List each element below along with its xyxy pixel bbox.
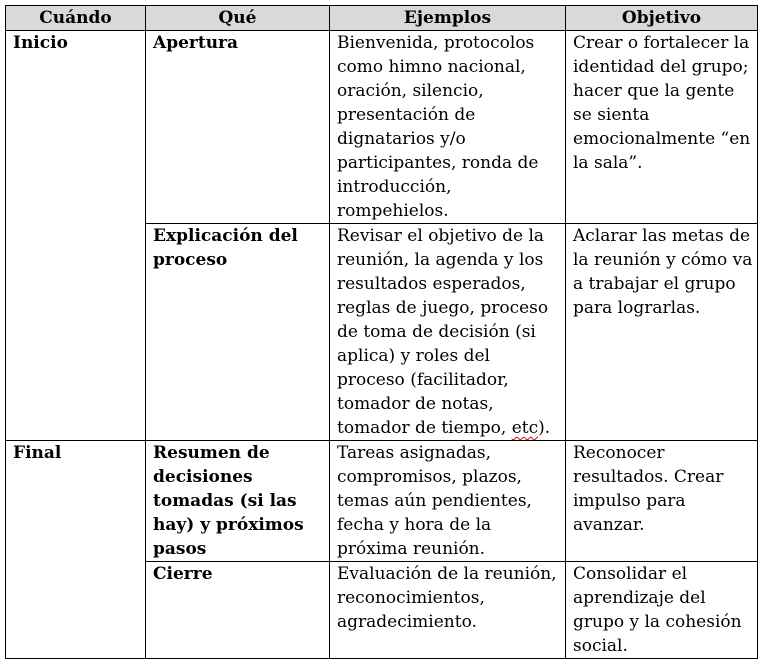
header-row	[6, 6, 758, 31]
table-row	[6, 441, 758, 562]
examples-cell	[330, 224, 566, 441]
header-cuando: Cuándo	[6, 6, 146, 31]
examples-cell: Bienvenida, protocolos como himno nacional, oración, silencio, presentación de dignatarios y/o participantes, ronda de introducción, rompehielos.	[330, 31, 566, 224]
examples-text-end: ).	[538, 418, 551, 438]
when-cell-inicio: Inicio	[6, 31, 146, 441]
examples-cell: Tareas asignadas, compromisos, plazos, temas aún pendientes, fecha y hora de la próxima reunión.	[330, 441, 566, 562]
header-que: Qué	[146, 6, 330, 31]
objective-cell: Consolidar el aprendizaje del grupo y la cohesión social.	[566, 562, 758, 659]
what-cell: Explicación del proceso	[146, 224, 330, 441]
table-row	[6, 31, 758, 224]
objective-cell: Crear o fortalecer la identidad del grupo; hacer que la gente se sienta emocionalmente “en la sala”.	[566, 31, 758, 224]
what-cell: Resumen de decisiones tomadas (si las hay) y próximos pasos	[146, 441, 330, 562]
objective-cell: Reconocer resultados. Crear impulso para avanzar.	[566, 441, 758, 562]
what-cell: Cierre	[146, 562, 330, 659]
when-cell-final: Final	[6, 441, 146, 659]
what-cell: Apertura	[146, 31, 330, 224]
examples-text: Revisar el objetivo de la reunión, la agenda y los resultados esperados, reglas de juego, proceso de toma de decisión (si aplica) y roles del proceso (facilitador, tomador de notas, tomador de tiempo,	[337, 226, 549, 438]
meeting-structure-table	[5, 5, 758, 659]
header-objetivo: Objetivo	[566, 6, 758, 31]
objective-cell: Aclarar las metas de la reunión y cómo va a trabajar el grupo para lograrlas.	[566, 224, 758, 441]
examples-cell: Evaluación de la reunión, reconocimientos, agradecimiento.	[330, 562, 566, 659]
spellcheck-flagged-word: etc	[511, 418, 539, 438]
header-ejemplos: Ejemplos	[330, 6, 566, 31]
